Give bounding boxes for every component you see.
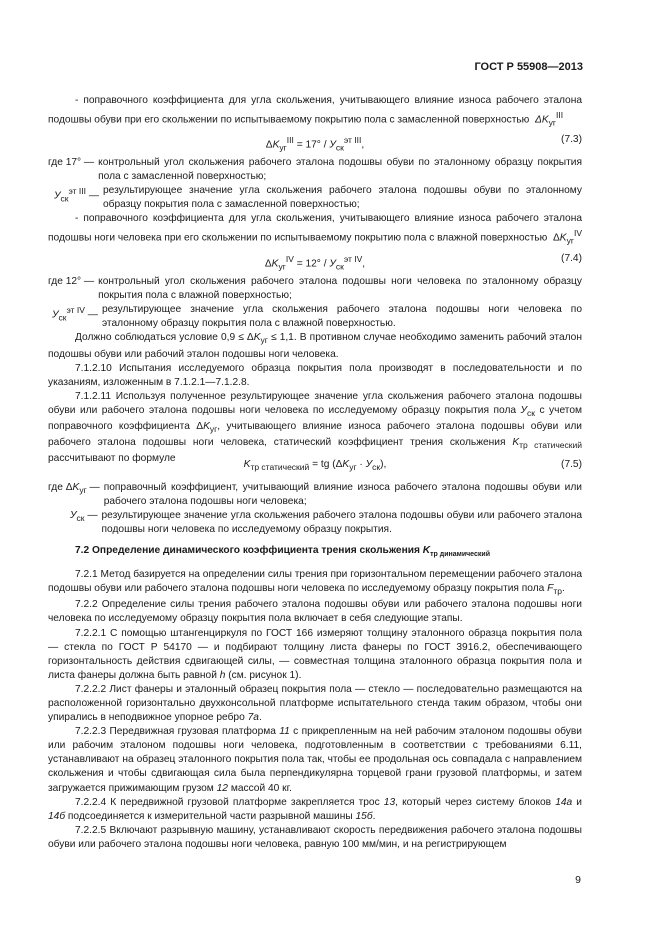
definition-term: $У_{ск}$ — bbox=[70, 510, 98, 524]
definition-text: результирующее значение угла скольжения рабочего эталона подошвы обуви или рабочего эталона подошвы ноги человека по исследуемому образцу покрытия. bbox=[101, 510, 582, 536]
definition-text: результирующее значение угла скольжения рабочего эталона подошвы ноги человека по эталонному образцу покрытия пола с влажной поверхностью. bbox=[101, 304, 582, 330]
document-code: ГОСТ Р 55908—2013 bbox=[474, 61, 583, 73]
definition-12deg bbox=[48, 275, 582, 303]
definition-term: $У_{ск}^{эт III}$ — bbox=[54, 186, 100, 204]
definition-delta-k bbox=[48, 481, 582, 509]
definition-term: где $\Delta K_{уг}$ — bbox=[48, 482, 100, 496]
definitions-7-5 bbox=[48, 481, 582, 537]
definitions-7-4 bbox=[48, 275, 582, 466]
definition-17deg bbox=[48, 156, 582, 184]
formula-7-4 bbox=[48, 252, 582, 272]
page-number: 9 bbox=[575, 874, 581, 886]
paragraph-7-2-2-3: 7.2.2.3 Передвижная грузовая платформа 11 с прикрепленным на ней рабочим эталоном подошвы обуви или рабочим эталоном подошвы ноги человека, подготовленным в соответствии с требованиями 6.11, устанавливают на образец эталонного покрытия пола так, чтобы ее продольная ось совпадала с направлением скольжения и чтобы сдвигающая сила была перпендикулярна торцевой грани грузовой платформы, и затем загружается прижимающим грузом 12 массой 40 кг. bbox=[48, 726, 582, 794]
paragraph-7-2-2: 7.2.2 Определение силы трения рабочего эталона подошвы обуви или рабочего эталона подошвы ноги человека по исследуемому образцу покрытия пола включает в себя следующие этапы. bbox=[48, 599, 582, 625]
formula-expression: $K_{тр статический}$ = tg $(\Delta K_{уг} \cdot У_{ск})$, bbox=[243, 459, 387, 473]
paragraph-7-2-2-1: 7.2.2.1 С помощью штангенциркуля по ГОСТ 166 измеряют толщину эталонного образца покрытия пола — стекла по ГОСТ Р 54170 — и подбирают толщину листа фанеры по ГОСТ 3916.2, обеспечивающего горизонтальность действия сдвигающей силы, — совместная толщина эталонного образца покрытия пола и листа фанеры должна быть равной h (см. рисунок 1). bbox=[48, 627, 582, 681]
formula-7-5 bbox=[48, 458, 582, 472]
definition-text: поправочный коэффициент, учитывающий влияние износа рабочего эталона подошвы обуви или рабочего эталона подошвы ноги человека; bbox=[103, 482, 582, 508]
paragraph-7-2-2-2: 7.2.2.2 Лист фанеры и эталонный образец покрытия пола — стекло — последовательно размещаются на расположенной горизонтально двухконсольной платформе испытательного стенда таким образом, чтобы они упирались в неподвижное упорное ребро 7а. bbox=[48, 683, 582, 724]
paragraph-correction-iii bbox=[48, 94, 582, 130]
paragraph-correction-iv: - поправочного коэффициента для угла скольжения, учитывающего влияние износа рабочего эталона подошвы ноги человека при его скольжении по испытываемому покрытию пола с влажной поверхностью $\Delta K_{уг}^{IV}$ bbox=[48, 213, 582, 246]
definition-y-sk bbox=[48, 509, 582, 537]
paragraph-7-2-2-5: 7.2.2.5 Включают разрывную машину, устанавливают скорость передвижения рабочего эталона подошвы обуви или рабочего эталона подошвы ноги человека, равную 100 мм/мин, и на регистрирующем bbox=[48, 824, 582, 850]
paragraph-condition: Должно соблюдаться условие $0,9 \le \Delta K_{уг} \le 1,1$. В противном случае необходимо заменить рабочий эталон подошвы обуви или рабочий эталон подошвы ноги человека. bbox=[48, 332, 582, 360]
definition-term: $У_{ск}^{эт IV}$ — bbox=[52, 305, 98, 323]
formula-expression: $\Delta K_{уг}^{IV} = 12^\circ / У_{ск}^{эт IV}$, bbox=[264, 254, 366, 272]
section-7-2 bbox=[48, 544, 582, 852]
definition-term: где 12° — bbox=[48, 276, 95, 287]
section-heading: 7.2 Определение динамического коэффициента трения скольжения $K_{тр динамический}$ bbox=[75, 545, 490, 559]
paragraph-7-2-1: 7.2.1 Метод базируется на определении силы трения при горизонтальном перемещении рабочего эталона подошвы обуви или рабочего эталона подошвы ноги человека по исследуемому образцу покрытия пола $F_{тр}$. bbox=[48, 569, 582, 597]
definitions-7-3 bbox=[48, 156, 582, 248]
definition-text: контрольный угол скольжения рабочего эталона подошвы ноги человека по эталонному образцу покрытия пола с влажной поверхностью; bbox=[98, 276, 582, 302]
paragraph-7-1-2-11: 7.1.2.11 Используя полученное результирующее значение угла скольжения рабочего эталона подошвы обуви или рабочего эталона подошвы ноги человека по исследуемому образцу покрытия пола $У_{ск}$ с учетом поправочного коэффициента $\Delta K_{уг}$, учитывающего влияние износа рабочего эталона подошвы обуви или рабочего эталона подошвы ноги человека, статический коэффициент трения скольжения $K_{тр статический}$ рассчитывают по формуле bbox=[48, 390, 582, 465]
paragraph-7-1-2-10: 7.1.2.10 Испытания исследуемого образца покрытия пола производят в последовательности и по указаниям, изложенным в 7.1.2.1—7.1.2.8. bbox=[48, 362, 582, 388]
formula-number: (7.5) bbox=[561, 459, 582, 470]
formula-7-3 bbox=[48, 133, 582, 153]
definition-term: где 17° — bbox=[48, 157, 95, 168]
definition-y-iv bbox=[48, 303, 582, 331]
definition-text: контрольный угол скольжения рабочего эталона подошвы обуви по эталонному образцу покрытия пола с замасленной поверхностью; bbox=[98, 157, 582, 183]
definition-y-iii bbox=[48, 184, 582, 212]
paragraph-7-2-2-4: 7.2.2.4 К передвижной грузовой платформе закрепляется трос 13, который через систему блоков 14а и 14б подсоединяется к измерительной части разрывной машины 15б. bbox=[48, 796, 582, 822]
definition-text: результирующее значение угла скольжения рабочего эталона подошвы обуви по эталонному образцу покрытия пола с замасленной поверхностью; bbox=[103, 185, 582, 211]
paragraph-text: - поправочного коэффициента для угла скольжения, учитывающего влияние износа рабочего эталона подошвы обуви при его скольжении по испытываемому покрытию пола с замасленной поверхностью $\Delta K_{уг}^{III}$ bbox=[48, 95, 582, 128]
formula-expression: $\Delta K_{уг}^{III} = 17^\circ / У_{ск}^{эт III}$, bbox=[265, 135, 365, 153]
formula-number: (7.3) bbox=[561, 134, 582, 145]
formula-number: (7.4) bbox=[561, 253, 582, 264]
